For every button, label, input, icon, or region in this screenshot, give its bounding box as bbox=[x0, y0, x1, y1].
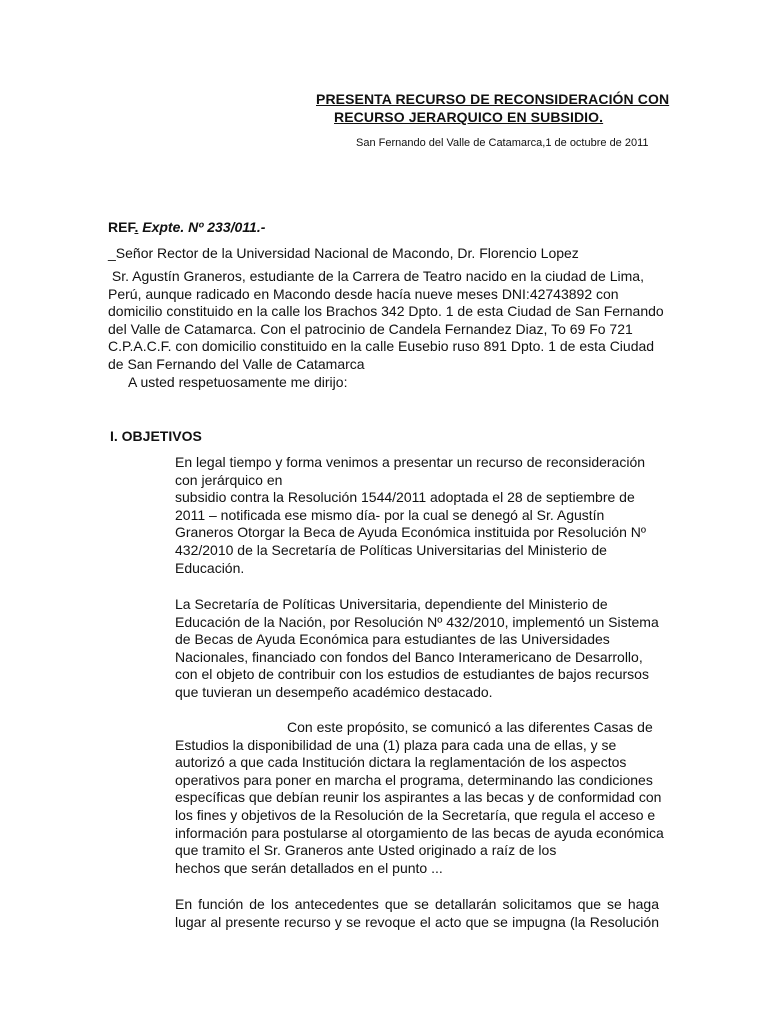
paragraph-line: 432/2010 de la Secretaría de Políticas Universitarias del Ministerio de bbox=[175, 541, 607, 558]
ref-expediente: Expte. Nº 233/011.- bbox=[138, 219, 266, 235]
dateline: San Fernando del Valle de Catamarca,1 de octubre de 2011 bbox=[356, 137, 649, 149]
paragraph-2 bbox=[175, 596, 659, 702]
title-line-1: PRESENTA RECURSO DE RECONSIDERACIÓN CON bbox=[316, 91, 670, 107]
paragraph-line: con el objeto de contribuir con los estudios de estudiantes de bajos recursos bbox=[175, 666, 649, 683]
ref-label: REF bbox=[108, 219, 135, 235]
intro-closing: A usted respetuosamente me dirijo: bbox=[128, 373, 348, 390]
paragraph-line: En función de los antecedentes que se detallarán solicitamos que se haga bbox=[175, 896, 659, 912]
intro-line: Perú, aunque radicado en Macondo desde hacía nueve meses DNI:42743892 con bbox=[108, 285, 619, 302]
intro-line: C.P.A.C.F. con domicilio constituido en la calle Eusebio ruso 891 Dpto. 1 de esta Ciudad bbox=[108, 338, 655, 355]
title-line-2: RECURSO JERARQUICO EN SUBSIDIO. bbox=[334, 109, 604, 125]
section-heading-objetivos: I. OBJETIVOS bbox=[110, 428, 202, 444]
paragraph-line: que tuvieran un desempeño académico destacado. bbox=[175, 683, 493, 700]
paragraph-line: que tramito el Sr. Graneros ante Usted originado a raíz de los bbox=[175, 842, 557, 859]
paragraph-line: La Secretaría de Políticas Universitaria, dependiente del Ministerio de bbox=[175, 596, 608, 612]
paragraph-line: autorizó a que cada Institución dictara la reglamentación de los aspectos bbox=[175, 754, 627, 771]
paragraph-line: En legal tiempo y forma venimos a presentar un recurso de reconsideración bbox=[175, 454, 646, 470]
document-title bbox=[316, 90, 669, 126]
paragraph-line: operativos para poner en marcha el programa, determinando las condiciones bbox=[175, 771, 653, 788]
intro-paragraph bbox=[108, 268, 668, 391]
intro-line: de San Fernando del Valle de Catamarca bbox=[108, 355, 365, 372]
paragraph-line: específicas que debían reunir los aspirantes a las becas y de conformidad con bbox=[175, 789, 662, 806]
paragraph-line: Educación de la Nación, por Resolución Nº 432/2010, implementó un Sistema bbox=[175, 613, 659, 630]
paragraph-4 bbox=[175, 896, 659, 931]
paragraph-line: de Becas de Ayuda Económica para estudiantes de las Universidades bbox=[175, 631, 610, 648]
paragraph-line: Educación. bbox=[175, 559, 245, 576]
intro-line: domicilio constituido en la calle los Brachos 342 Dpto. 1 de esta Ciudad de San Fernando bbox=[108, 303, 664, 320]
reference-line bbox=[108, 219, 265, 235]
addressee: _Señor Rector de la Universidad Nacional de Macondo, Dr. Florencio Lopez bbox=[108, 245, 579, 261]
paragraph-line: 2011 – notificada ese mismo día- por la cual se denegó al Sr. Agustín bbox=[175, 506, 605, 523]
paragraph-line: Nacionales, financiado con fondos del Banco Interamericano de Desarrollo, bbox=[175, 648, 643, 665]
paragraph-line: los fines y objetivos de la Resolución de la Secretaría, que regula el acceso e bbox=[175, 806, 656, 823]
paragraph-line: lugar al presente recurso y se revoque el acto que se impugna (la Resolución bbox=[175, 913, 659, 930]
paragraph-3 bbox=[175, 719, 664, 877]
paragraph-line: subsidio contra la Resolución 1544/2011 adoptada el 28 de septiembre de bbox=[175, 489, 635, 506]
paragraph-1 bbox=[175, 454, 646, 577]
paragraph-line: Estudios la disponibilidad de una (1) plaza para cada una de ellas, y se bbox=[175, 736, 617, 753]
paragraph-line: hechos que serán detallados en el punto ... bbox=[175, 859, 443, 876]
ref-dot: . bbox=[134, 219, 139, 235]
intro-line: Sr. Agustín Graneros, estudiante de la Carrera de Teatro nacido en la ciudad de Lima, bbox=[108, 268, 644, 284]
paragraph-line: información para postularse al otorgamiento de las becas de ayuda económica bbox=[175, 824, 664, 841]
paragraph-line: Con este propósito, se comunicó a las diferentes Casas de bbox=[287, 719, 653, 735]
intro-line: del Valle de Catamarca. Con el patrocinio de Candela Fernandez Diaz, To 69 Fo 721 bbox=[108, 320, 633, 337]
paragraph-line: con jerárquico en bbox=[175, 471, 283, 488]
paragraph-line: Graneros Otorgar la Beca de Ayuda Económica instituida por Resolución Nº bbox=[175, 524, 646, 541]
